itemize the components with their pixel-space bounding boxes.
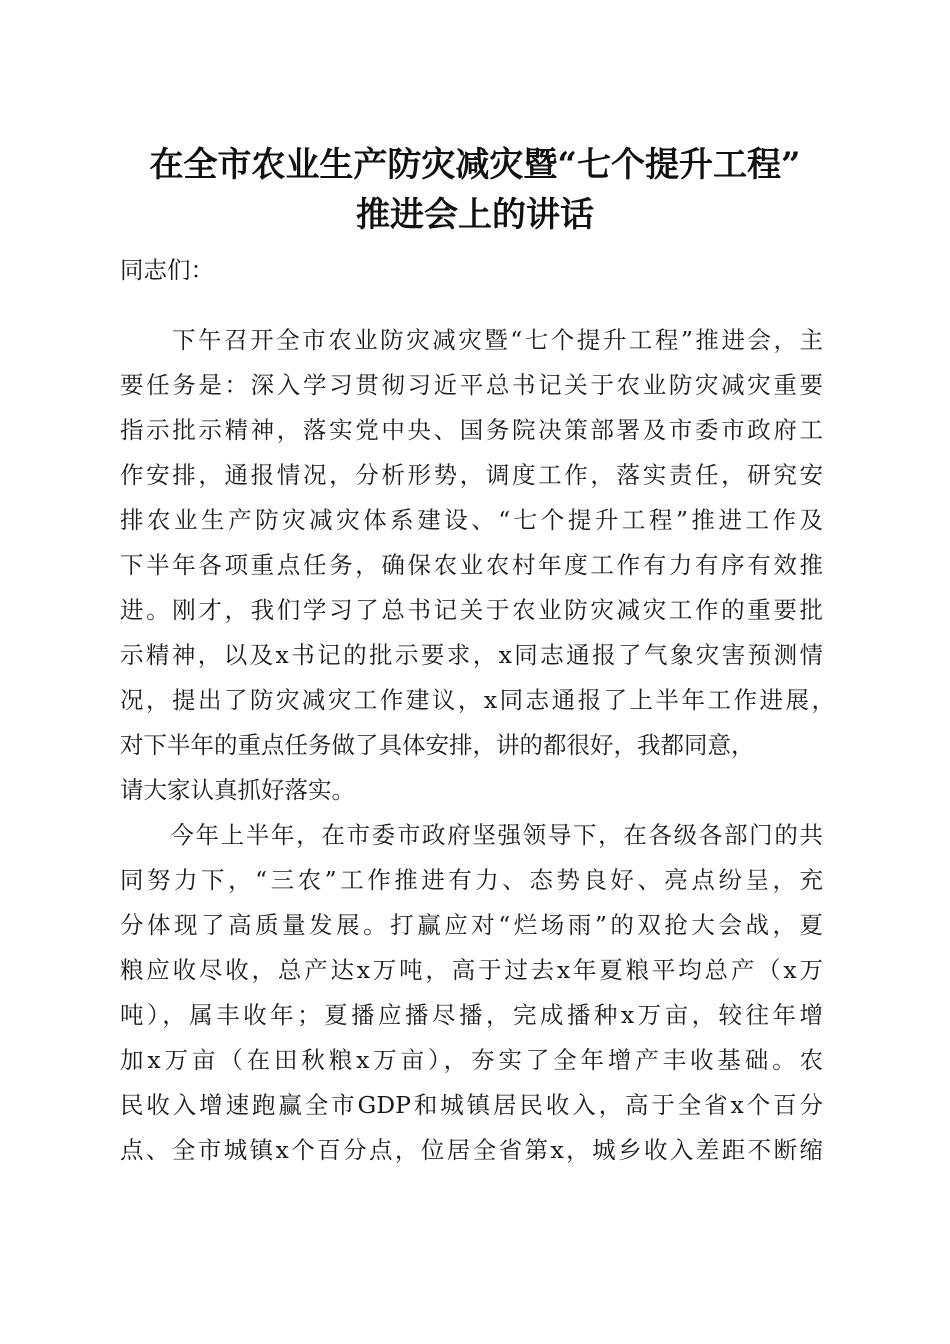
paragraph-1-line: 对下半年的重点任务做了具体安排，讲的都很好，我都同意， xyxy=(120,731,755,759)
paragraph-2-line: 分体现了高质量发展。打赢应对“烂场雨”的双抢大会战，夏 xyxy=(120,911,823,939)
paragraph-2-line: 粮应收尽收，总产达x万吨，高于过去x年夏粮平均总产（x万 xyxy=(120,956,823,984)
paragraph-1-line: 请大家认真抓好落实。 xyxy=(120,776,355,804)
paragraph-1-line: 况，提出了防灾减灾工作建议，x同志通报了上半年工作进展， xyxy=(120,686,835,714)
paragraph-1-line: 下半年各项重点任务，确保农业农村年度工作有力有序有效推 xyxy=(120,551,823,579)
paragraph-2-line: 今年上半年，在市委市政府坚强领导下，在各级各部门的共 xyxy=(120,821,823,849)
paragraph-1-line: 要任务是：深入学习贯彻习近平总书记关于农业防灾减灾重要 xyxy=(120,371,823,399)
document-title-line-2: 推进会上的讲话 xyxy=(356,195,594,235)
paragraph-2-line: 加x万亩（在田秋粮x万亩），夯实了全年增产丰收基础。农 xyxy=(120,1046,823,1074)
paragraph-1-line: 示精神，以及x书记的批示要求，x同志通报了气象灾害预测情 xyxy=(120,641,823,669)
paragraph-1-line: 排农业生产防灾减灾体系建设、“七个提升工程”推进工作及 xyxy=(120,506,823,534)
paragraph-1-line: 进。刚才，我们学习了总书记关于农业防灾减灾工作的重要批 xyxy=(120,596,823,624)
paragraph-1-line: 下午召开全市农业防灾减灾暨“七个提升工程”推进会，主 xyxy=(120,326,823,354)
paragraph-2-line: 点、全市城镇x个百分点，位居全省第x，城乡收入差距不断缩 xyxy=(120,1136,823,1164)
paragraph-2-line: 吨），属丰收年；夏播应播尽播，完成播种x万亩，较往年增 xyxy=(120,1001,823,1029)
paragraph-2-line: 同努力下，“三农”工作推进有力、态势良好、亮点纷呈，充 xyxy=(120,866,823,894)
salutation: 同志们： xyxy=(120,256,214,284)
paragraph-1-line: 作安排，通报情况，分析形势，调度工作，落实责任，研究安 xyxy=(120,461,823,489)
document-title-line-1: 在全市农业生产防灾减灾暨“七个提升工程” xyxy=(149,145,801,185)
paragraph-2-line: 民收入增速跑赢全市GDP和城镇居民收入，高于全省x个百分 xyxy=(120,1091,823,1119)
paragraph-1-line: 指示批示精神，落实党中央、国务院决策部署及市委市政府工 xyxy=(120,416,823,444)
